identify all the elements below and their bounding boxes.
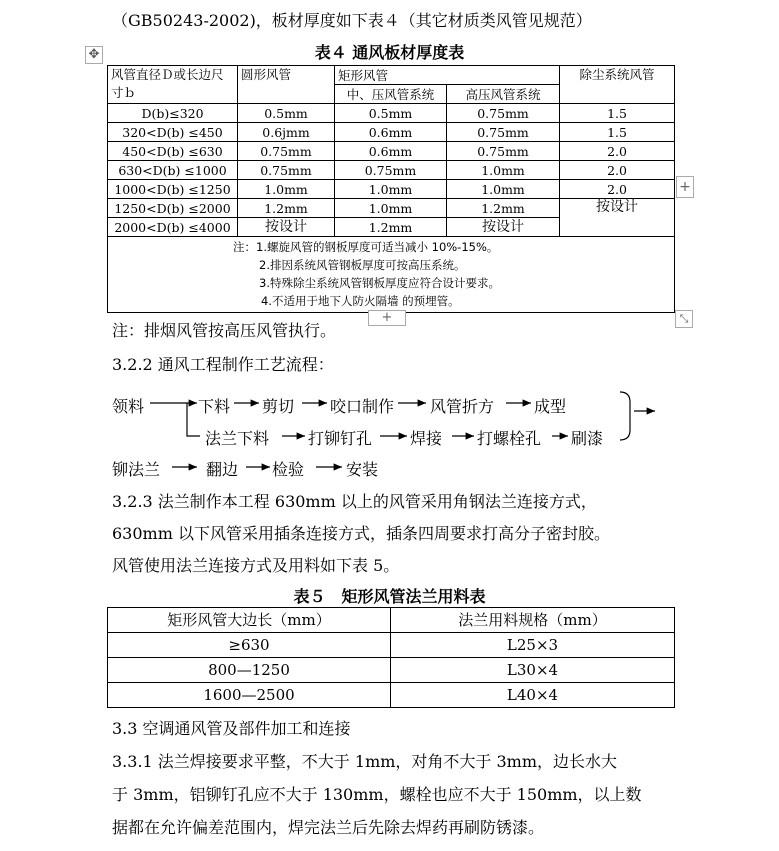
table-row	[108, 683, 675, 708]
flow-step: 翻边	[206, 460, 239, 479]
cell-size: 1000<D(b) ≤1250	[108, 180, 238, 199]
cell-edge: 800—1250	[108, 658, 391, 683]
flow-step: 检验	[272, 460, 305, 479]
cell-round: 0.6jmm	[238, 123, 335, 142]
table4-title: 表４ 通风板材厚度表	[314, 43, 465, 62]
header-rect-mid: 中、压风管系统	[335, 85, 447, 104]
cell-rect-high: 0.75mm	[447, 123, 560, 142]
cell-dust: 2.0	[560, 180, 675, 199]
cell-rect-mid: 0.5mm	[335, 104, 447, 123]
table-row	[108, 180, 675, 199]
cell-round: 按设计	[238, 218, 335, 237]
note-line: 3.特殊除尘系统风管钢板厚度应符合设计要求。	[259, 276, 500, 290]
header-rect-high: 高压风管系统	[447, 85, 560, 104]
table-row	[108, 161, 675, 180]
note-line: 4.不适用于地下人防火隔墙 的预埋管。	[261, 294, 460, 308]
header-duct-edge: 矩形风管大边长（mm）	[108, 608, 391, 633]
cell-spec: L30×4	[391, 658, 675, 683]
cell-rect-high: 1.0mm	[447, 180, 560, 199]
cell-rect-high: 1.2mm	[447, 199, 560, 218]
cell-rect-high: 1.0mm	[447, 161, 560, 180]
flow-step: 咬口制作	[330, 397, 395, 416]
flow-bracket	[620, 392, 630, 440]
smoke-duct-note: 注：排烟风管按高压风管执行。	[112, 321, 337, 340]
cell-rect-mid: 0.75mm	[335, 161, 447, 180]
flow-step: 法兰下料	[205, 429, 270, 448]
cell-spec: L40×4	[391, 683, 675, 708]
flow-step: 焊接	[410, 429, 443, 448]
table-move-handle-icon[interactable]: ✥	[85, 46, 103, 64]
section-331-line3: 据都在允许偏差范围内，焊完法兰后先除去焊药再刷防锈漆。	[112, 818, 545, 837]
cell-size: 630<D(b) ≤1000	[108, 161, 238, 180]
table5-title: 表５ 矩形风管法兰用料表	[293, 587, 486, 606]
flow-step: 铆法兰	[112, 460, 161, 479]
cell-size: 2000<D(b) ≤4000	[108, 218, 238, 237]
cell-rect-mid: 1.0mm	[335, 180, 447, 199]
cell-rect-mid: 1.2mm	[335, 218, 447, 237]
section-322-heading: 3.2.2 通风工程制作工艺流程：	[112, 355, 334, 374]
cell-edge: 1600—2500	[108, 683, 391, 708]
flow-start: 领料	[112, 397, 145, 416]
add-column-button[interactable]: +	[676, 176, 694, 198]
plate-thickness-table	[107, 65, 675, 313]
header-size: 风管直径Ｄ或长边尺寸ｂ	[108, 66, 238, 104]
flow-step: 安装	[346, 460, 379, 479]
flow-step: 打铆钉孔	[308, 429, 373, 448]
section-331-line2: 于 3mm，铝铆钉孔应不大于 130mm，螺栓也应不大于 150mm，以上数	[112, 785, 642, 804]
flow-step: 风管折方	[430, 397, 495, 416]
cell-size: 1250<D(b) ≤2000	[108, 199, 238, 218]
header-dust: 除尘系统风管	[560, 66, 675, 104]
table-row	[108, 658, 675, 683]
table-row	[108, 633, 675, 658]
header-rect: 矩形风管	[335, 66, 560, 85]
section-33-heading: 3.3 空调通风管及部件加工和连接	[112, 719, 351, 738]
cell-edge: ≥630	[108, 633, 391, 658]
cell-rect-mid: 1.0mm	[335, 199, 447, 218]
cell-spec: L25×3	[391, 633, 675, 658]
cell-rect-high: 0.75mm	[447, 104, 560, 123]
cell-dust-merged: 按设计	[560, 199, 675, 237]
table-row	[108, 123, 675, 142]
cell-rect-high: 按设计	[447, 218, 560, 237]
cell-round: 1.2mm	[238, 199, 335, 218]
cell-dust: 2.0	[560, 142, 675, 161]
cell-rect-high: 0.75mm	[447, 142, 560, 161]
section-323-line1: 3.2.3 法兰制作本工程 630mm 以上的风管采用角钢法兰连接方式，	[112, 492, 597, 511]
cell-size: 320<D(b) ≤450	[108, 123, 238, 142]
cell-size: 450<D(b) ≤630	[108, 142, 238, 161]
section-331-line1: 3.3.1 法兰焊接要求平整，不大于 1mm，对角不大于 3mm，边长水大	[112, 752, 618, 771]
flange-material-table	[107, 607, 675, 708]
flow-step: 打螺栓孔	[477, 429, 542, 448]
table-resize-handle-icon[interactable]: ⤡	[675, 310, 693, 328]
section-323-line3: 风管使用法兰连接方式及用料如下表 5。	[112, 556, 400, 575]
add-row-button[interactable]: +	[368, 310, 406, 326]
header-round: 圆形风管	[238, 66, 335, 104]
flow-step: 下料	[198, 397, 231, 416]
table-notes	[108, 237, 675, 313]
cell-round: 0.75mm	[238, 161, 335, 180]
cell-rect-mid: 0.6mm	[335, 142, 447, 161]
cell-rect-mid: 0.6mm	[335, 123, 447, 142]
cell-round: 1.0mm	[238, 180, 335, 199]
note-line: 2.排因系统风管钢板厚度可按高压系统。	[259, 258, 466, 272]
table-row	[108, 142, 675, 161]
flow-step: 成型	[534, 397, 567, 416]
intro-line: （GB50243-2002)，板材厚度如下表４（其它材质类风管见规范）	[112, 11, 592, 30]
flow-step: 刷漆	[571, 429, 604, 448]
header-flange-spec: 法兰用料规格（mm）	[391, 608, 675, 633]
cell-dust: 1.5	[560, 123, 675, 142]
cell-dust: 1.5	[560, 104, 675, 123]
cell-round: 0.5mm	[238, 104, 335, 123]
section-323-line2: 630mm 以下风管采用插条连接方式，插条四周要求打高分子密封胶。	[112, 524, 610, 543]
table-row	[108, 199, 675, 218]
cell-dust: 2.0	[560, 161, 675, 180]
flow-step: 剪切	[262, 397, 295, 416]
table-row	[108, 104, 675, 123]
note-line: 注：1.螺旋风管的钢板厚度可适当减小 10%-15%。	[233, 240, 499, 254]
cell-round: 0.75mm	[238, 142, 335, 161]
cell-size: D(b)≤320	[108, 104, 238, 123]
